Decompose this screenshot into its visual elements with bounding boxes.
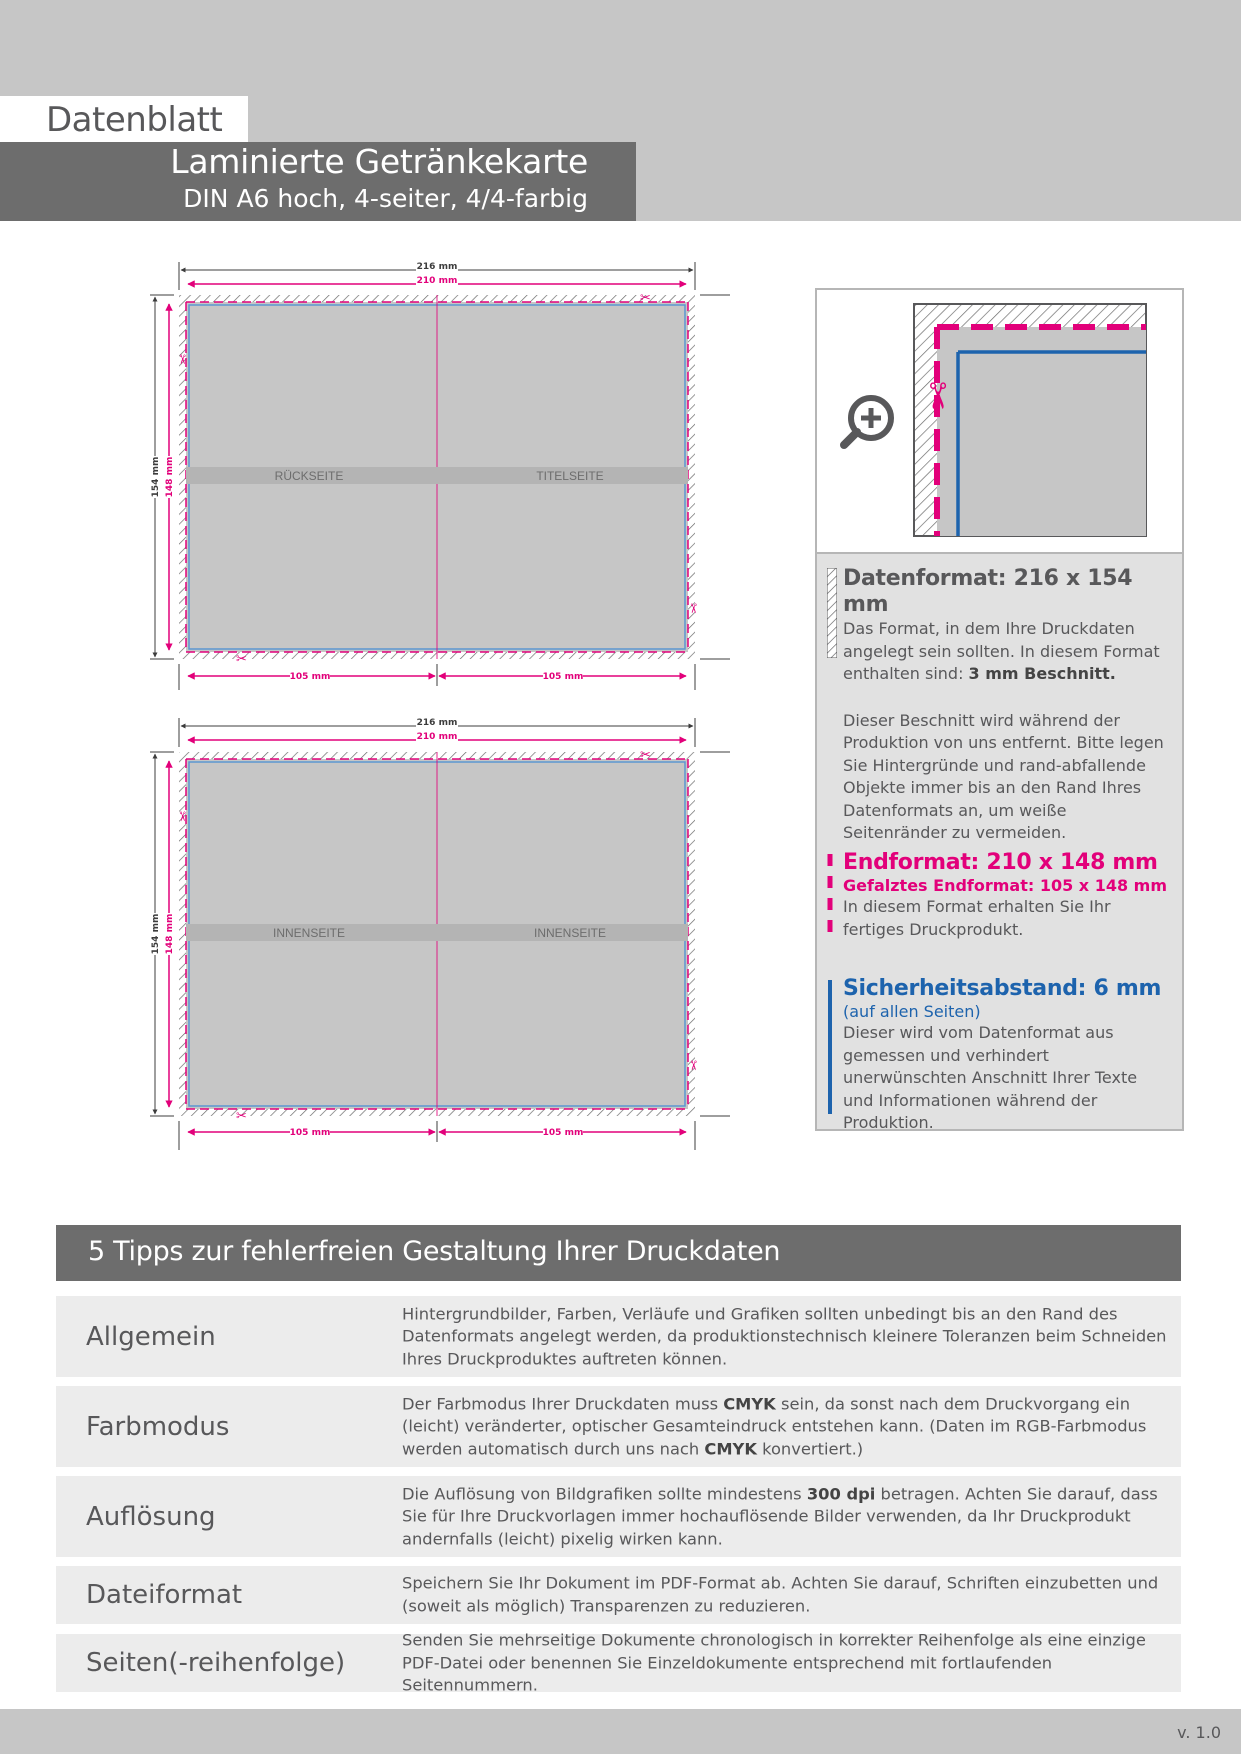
scissors-icon: ✂: [174, 354, 189, 365]
dim-half-width-left: 105 mm: [289, 672, 331, 682]
tip-row-dateiformat: [56, 1566, 1181, 1624]
inner-label-right: INNENSEITE: [533, 926, 607, 940]
tip-label: Farbmodus: [86, 1411, 230, 1442]
footer: [0, 1709, 1241, 1754]
endformat-title: Endformat: 210 x 148 mm: [843, 850, 1158, 875]
scissors-icon: ✂: [685, 1060, 700, 1071]
tip-row-farbmodus: [56, 1386, 1181, 1467]
scissors-icon: ✂: [640, 748, 651, 763]
sicherheit-text: Dieser wird vom Datenformat aus gemessen und verhindert unerwünschten Anschnitt Ihrer Texte und Informationen während der Produktion.: [843, 1023, 1138, 1132]
tips-title: 5 Tipps zur fehlerfreien Gestaltung Ihrer Druckdaten: [88, 1236, 781, 1267]
spread-outside: [147, 260, 730, 690]
dim-final-height: 148 mm: [165, 456, 175, 498]
magnifier-icon: [844, 398, 891, 445]
tip-row-allgemein: [56, 1296, 1181, 1377]
page-title: Laminierte Getränkekarte: [170, 142, 588, 181]
scissors-icon: ✂: [685, 603, 700, 614]
dim-final-width: 210 mm: [416, 732, 458, 742]
scissors-icon: ✂: [640, 291, 651, 306]
sicherheit-title: Sicherheitsabstand: 6 mm: [843, 976, 1162, 1001]
endformat-subtitle: Gefalztes Endformat: 105 x 148 mm: [843, 876, 1168, 895]
datenformat-title: Datenformat: 216 x 154 mm: [843, 566, 1133, 617]
blue-marker-icon: [827, 980, 833, 1114]
dim-final-width: 210 mm: [416, 276, 458, 286]
pink-marker-icon: [827, 854, 833, 938]
dim-half-width-right: 105 mm: [542, 1128, 584, 1138]
tip-label: Auflösung: [86, 1501, 216, 1532]
inner-label-left: INNENSEITE: [272, 926, 346, 940]
dim-data-height: 154 mm: [151, 913, 161, 955]
spread-inside: [147, 716, 730, 1150]
zoom-detail: [817, 290, 1182, 554]
dim-data-height: 154 mm: [151, 456, 161, 498]
section-endformat: [843, 850, 1172, 941]
tip-text: Speichern Sie Ihr Dokument im PDF-Format ab. Achten Sie darauf, Schriften einzubetten und (soweit als möglich) Transparenzen zu reduzieren.: [402, 1573, 1159, 1615]
dim-final-height: 148 mm: [165, 913, 175, 955]
tip-text: Senden Sie mehrseitige Dokumente chronologisch in korrekter Reihenfolge als eine einzige PDF-Datei oder benennen Sie Einzeldokumente entsprechend mit fortlaufenden Seitennummern.: [402, 1630, 1146, 1695]
scissors-icon: ✂: [236, 652, 247, 667]
document-label: Datenblatt: [46, 100, 223, 140]
datenformat-text: Das Format, in dem Ihre Druckdaten angelegt sein sollten. In diesem Format enthalten sind: 3 mm Beschnitt.: [843, 619, 1160, 683]
tip-row-aufloesung: [56, 1476, 1181, 1557]
section-datenformat: [843, 566, 1172, 845]
section-sicherheitsabstand: [843, 976, 1172, 1135]
scissors-icon: ✂: [174, 811, 189, 822]
tip-text: Die Auflösung von Bildgrafiken sollte mindestens 300 dpi betragen. Achten Sie darauf, dass Sie für Ihre Druckvorlagen immer hochauflösende Bilder verwenden, da Ihr Druckprodukt andernfalls (leicht) pixelig wirken kann.: [402, 1483, 1158, 1548]
dim-half-width-left: 105 mm: [289, 1128, 331, 1138]
tip-text: Der Farbmodus Ihrer Druckdaten muss CMYK sein, da sonst nach dem Druckvorgang ein (leicht) veränderter, optischer Gesamteindruck entstehen kann. (Daten im RGB-Farbmodus werden automatisch durch uns nach CMYK konvertiert.): [402, 1393, 1147, 1458]
tips-header: [56, 1225, 1181, 1281]
datenformat-text-2: Dieser Beschnitt wird während der Produktion von uns entfernt. Bitte legen Sie Hintergründe und rand-abfallende Objekte immer bis an den Rand Ihres Datenformats an, um weiße Seitenränder zu vermeiden.: [843, 710, 1164, 842]
tip-row-seiten: [56, 1630, 1181, 1695]
tip-label: Dateiformat: [86, 1580, 243, 1610]
dim-half-width-right: 105 mm: [542, 672, 584, 682]
scissors-icon: ✂: [916, 380, 957, 412]
dim-data-width: 216 mm: [416, 262, 458, 272]
tip-text: Hintergrundbilder, Farben, Verläufe und Grafiken sollten unbedingt bis an den Rand des Datenformats angelegt werden, da produktionstechnisch kleinere Toleranzen beim Schneiden Ihres Druckproduktes auftreten können.: [402, 1303, 1167, 1368]
hatch-marker-icon: [827, 568, 837, 658]
dim-data-width: 216 mm: [416, 718, 458, 728]
outer-label-left: RÜCKSEITE: [274, 469, 344, 483]
scissors-icon: ✂: [236, 1109, 247, 1124]
page-subtitle: DIN A6 hoch, 4-seiter, 4/4-farbig: [183, 184, 588, 213]
outer-label-right: TITELSEITE: [536, 469, 604, 483]
version-label: v. 1.0: [1177, 1723, 1221, 1742]
tip-label: Seiten(-reihenfolge): [86, 1648, 346, 1678]
sicherheit-subtitle: (auf allen Seiten): [843, 1002, 981, 1021]
endformat-text: In diesem Format erhalten Sie Ihr fertiges Druckprodukt.: [843, 897, 1111, 939]
format-info-panel: [815, 288, 1184, 1131]
tip-label: Allgemein: [86, 1321, 216, 1352]
